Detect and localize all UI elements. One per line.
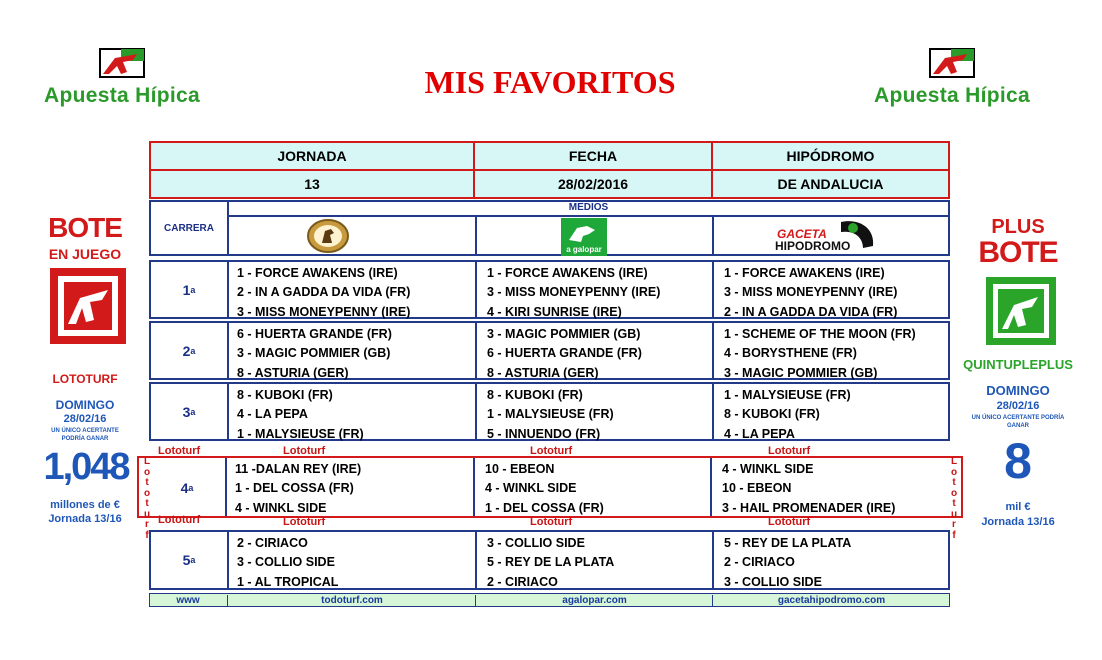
horse-pick: 4 - WINKL SIDE [722, 462, 814, 476]
horse-pick: 1 - MALYSIEUSE (FR) [724, 388, 851, 402]
left-note2: PODRÍA GANAR [61, 436, 109, 442]
lototurf-vertical-left: L o t o t u r f [143, 456, 151, 541]
lototurf-tag: Lototurf [283, 516, 326, 528]
agalopar-logo-icon [561, 218, 607, 256]
footer-links [149, 593, 950, 607]
horse-pick: 5 - REY DE LA PLATA [487, 555, 615, 570]
horse-pick: 8 - KUBOKI (FR) [724, 407, 820, 422]
horse-pick: 1 - AL TROPICAL [237, 574, 339, 589]
picks-column [487, 264, 660, 322]
footer-www: www [176, 595, 200, 606]
picks-column [237, 534, 338, 592]
horse-pick: 3 - MAGIC POMMIER (GB) [724, 365, 878, 380]
brand-name: Apuesta Hípica [874, 84, 1030, 107]
race-number: 4 a [180, 479, 194, 496]
right-note1: UN ÚNICO ACERTANTE PODRÍA [971, 415, 1065, 421]
horse-pick: 2 - CIRIACO [487, 574, 558, 589]
picks-column [724, 264, 897, 322]
picks-column [487, 325, 642, 383]
link-agalopar[interactable]: agalopar.com [475, 595, 713, 606]
picks-column [724, 386, 851, 444]
left-note1: UN ÚNICO ACERTANTE [51, 428, 119, 434]
lototurf-highlight [137, 456, 963, 518]
horse-pick: 1 - DEL COSSA (FR) [235, 481, 354, 496]
picks-column [237, 264, 410, 322]
right-day: DOMINGO [986, 383, 1050, 398]
lototurf-tag: Lototurf [283, 445, 326, 457]
gaceta-hipodromo-logo-icon [771, 218, 881, 254]
lototurf-logo-icon [50, 268, 126, 344]
race-number: 3 a [182, 403, 196, 420]
page-title: MIS FAVORITOS [424, 64, 676, 100]
left-en-juego: EN JUEGO [48, 246, 122, 262]
horse-pick: 3 - MAGIC POMMIER (GB) [237, 346, 391, 361]
lototurf-medal-icon [305, 219, 351, 253]
horse-pick: 1 - FORCE AWAKENS (IRE) [487, 266, 648, 280]
left-amount: 1,048 [43, 446, 129, 488]
right-bote: BOTE [978, 236, 1058, 269]
header-table [149, 141, 950, 199]
left-unit: millones de € [50, 499, 120, 511]
picks-column [237, 325, 392, 383]
left-bote: BOTE [48, 212, 122, 243]
horse-pick: 3 - MISS MONEYPENNY (IRE) [724, 285, 898, 300]
race-number: 1 a [182, 281, 196, 298]
lototurf-vertical-right: L o t o t u r f [950, 456, 958, 541]
header-hipodromo: HIPÓDROMO [712, 142, 949, 170]
jockey-logo-icon [97, 46, 147, 80]
race-number: 2 a [182, 342, 196, 359]
link-todoturf[interactable]: todoturf.com [227, 595, 476, 606]
race-row [149, 321, 950, 380]
horse-pick: 2 - IN A GADDA DA VIDA (FR) [724, 304, 898, 319]
horse-pick: 1 - MALYSIEUSE (FR) [237, 426, 364, 441]
race-number: 5 a [182, 552, 196, 568]
right-jornada: Jornada 13/16 [981, 516, 1055, 528]
horse-pick: 10 - EBEON [485, 462, 555, 476]
horse-pick: 8 - KUBOKI (FR) [487, 388, 583, 402]
lototurf-tag: Lototurf [530, 516, 573, 528]
race-row [149, 530, 950, 590]
horse-pick: 6 - HUERTA GRANDE (FR) [487, 346, 642, 361]
lototurf-tag: Lototurf [158, 514, 201, 526]
left-game: LOTOTURF [52, 372, 118, 386]
horse-pick: 5 - REY DE LA PLATA [724, 536, 852, 550]
header-jornada: JORNADA [150, 142, 474, 170]
horse-pick: 3 - MISS MONEYPENNY (IRE) [237, 304, 411, 319]
horse-pick: 8 - ASTURIA (GER) [237, 365, 349, 380]
horse-pick: 5 - INNUENDO (FR) [487, 426, 601, 441]
horse-pick: 3 - HAIL PROMENADER (IRE) [722, 500, 896, 515]
horse-pick: 3 - MISS MONEYPENNY (IRE) [487, 285, 661, 300]
horse-pick: 1 - MALYSIEUSE (FR) [487, 407, 614, 422]
horse-pick: 6 - HUERTA GRANDE (FR) [237, 327, 392, 341]
horse-pick: 2 - CIRIACO [724, 555, 795, 570]
left-day: DOMINGO [55, 398, 115, 412]
brand-name: Apuesta Hípica [44, 84, 200, 107]
picks-column [487, 386, 614, 444]
horse-pick: 4 - WINKL SIDE [235, 500, 327, 515]
right-unit: mil € [1005, 501, 1031, 513]
right-plus: PLUS [991, 216, 1045, 238]
horse-pick: 1 - DEL COSSA (FR) [485, 500, 604, 515]
horse-pick: 8 - ASTURIA (GER) [487, 365, 599, 380]
right-date: 28/02/16 [996, 400, 1040, 412]
medios-label: MEDIOS [568, 202, 609, 213]
medios-row [149, 200, 950, 256]
horse-pick: 4 - WINKL SIDE [485, 481, 577, 496]
apuesta-hipica-logo-left [22, 46, 222, 116]
horse-pick: 4 - BORYSTHENE (FR) [724, 346, 857, 361]
picks-column [487, 534, 614, 592]
race-row [149, 382, 950, 441]
horse-pick: 10 - EBEON [722, 481, 792, 496]
horse-pick: 1 - FORCE AWAKENS (IRE) [724, 266, 885, 280]
hipodromo-value: DE ANDALUCIA [712, 170, 949, 198]
apuesta-hipica-logo-right [852, 46, 1052, 116]
race-row [149, 260, 950, 319]
horse-pick: 3 - MAGIC POMMIER (GB) [487, 327, 641, 341]
carrera-label: CARRERA [164, 222, 214, 234]
quintupleplus-logo-icon [986, 277, 1056, 345]
lototurf-tag: Lototurf [768, 445, 811, 457]
jockey-logo-icon [927, 46, 977, 80]
link-gacetahipodromo[interactable]: gacetahipodromo.com [712, 595, 950, 606]
left-jornada: Jornada 13/16 [48, 513, 122, 525]
horse-pick: 8 - KUBOKI (FR) [237, 388, 333, 402]
horse-pick: 3 - COLLIO SIDE [237, 555, 335, 570]
right-amount: 8 [1004, 433, 1032, 489]
horse-pick: 1 - SCHEME OF THE MOON (FR) [724, 327, 916, 341]
horse-pick: 11 -DALAN REY (IRE) [235, 462, 362, 476]
horse-pick: 3 - COLLIO SIDE [724, 574, 822, 589]
fecha-value: 28/02/2016 [474, 170, 712, 198]
lototurf-tag: Lototurf [158, 445, 201, 457]
right-game: QUINTUPLEPLUS [963, 357, 1073, 372]
picks-column [237, 386, 364, 444]
horse-pick: 2 - CIRIACO [237, 536, 308, 550]
header-fecha: FECHA [474, 142, 712, 170]
jornada-value: 13 [150, 170, 474, 198]
picks-column [724, 534, 851, 592]
horse-pick: 1 - FORCE AWAKENS (IRE) [237, 266, 398, 280]
svg-text:a galopar: a galopar [566, 245, 602, 254]
horse-pick: 4 - LA PEPA [724, 426, 795, 441]
horse-pick: 3 - COLLIO SIDE [487, 536, 585, 550]
horse-pick: 4 - LA PEPA [237, 407, 308, 422]
lototurf-tag: Lototurf [530, 445, 573, 457]
right-note2: GANAR [1007, 423, 1029, 429]
lototurf-tag: Lototurf [768, 516, 811, 528]
picks-column [724, 325, 916, 383]
svg-text:HIPODROMO: HIPODROMO [775, 239, 851, 253]
left-date: 28/02/16 [63, 413, 107, 425]
svg-text:GACETA: GACETA [777, 227, 827, 241]
horse-pick: 4 - KIRI SUNRISE (IRE) [487, 304, 622, 319]
horse-pick: 2 - IN A GADDA DA VIDA (FR) [237, 285, 411, 300]
